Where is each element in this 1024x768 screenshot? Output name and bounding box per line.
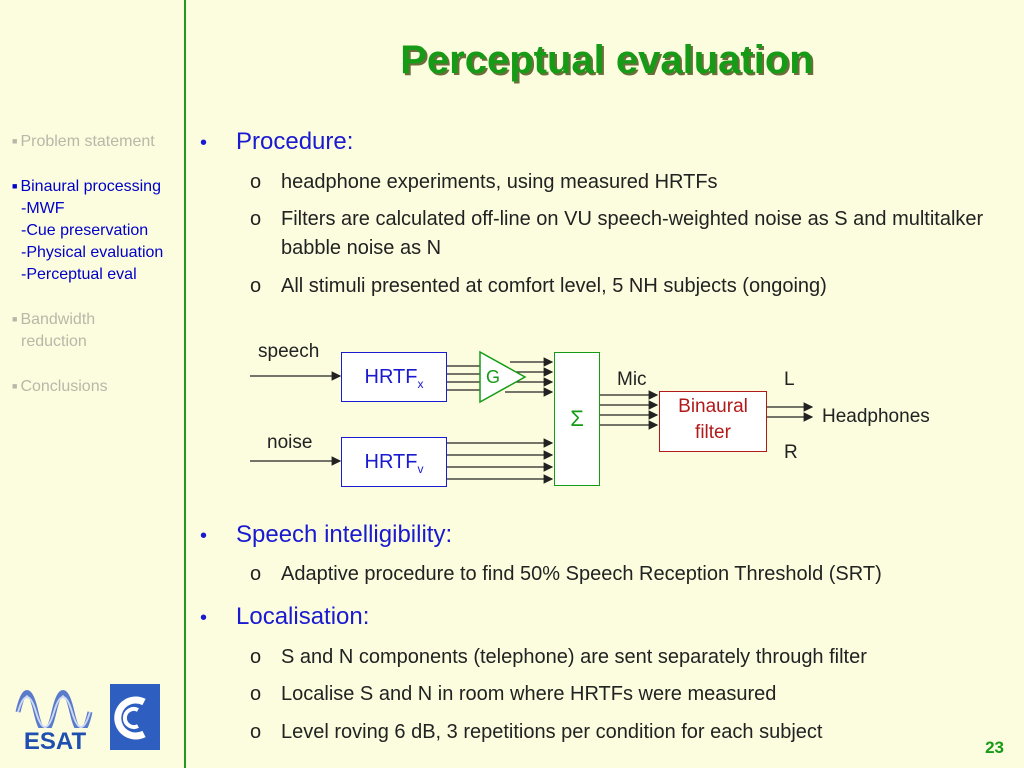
university-logo-icon bbox=[110, 684, 160, 750]
sidebar-subitem[interactable]: -Cue preservation bbox=[21, 222, 149, 239]
hrtf-x-block: $HRTF_x$ bbox=[341, 352, 447, 402]
list-item: o All stimuli presented at comfort level, 5 NH subjects (ongoing) bbox=[250, 275, 827, 297]
right-channel-label: R bbox=[784, 442, 798, 463]
bullet-icon: • bbox=[200, 607, 208, 629]
sidebar-subitem[interactable]: -Perceptual eval bbox=[21, 266, 137, 283]
left-channel-label: L bbox=[784, 369, 795, 390]
bullet-icon: • bbox=[200, 132, 208, 154]
intelligibility-heading: • Speech intelligibility: bbox=[200, 521, 453, 548]
list-item: o Localise S and N in room where HRTFs were measured bbox=[250, 683, 777, 705]
summation-block: Σ bbox=[554, 352, 600, 486]
localisation-heading: • Localisation: bbox=[200, 603, 370, 630]
logos bbox=[14, 682, 164, 754]
speech-label: speech bbox=[258, 341, 320, 362]
sidebar-item-bandwidth[interactable]: ■ Bandwidth reduction bbox=[12, 311, 96, 350]
gain-label: G bbox=[486, 367, 501, 387]
noise-label: noise bbox=[267, 432, 313, 453]
sidebar-subitem[interactable]: -MWF bbox=[21, 200, 65, 217]
square-bullet-icon: ■ bbox=[12, 314, 18, 324]
svg-text:ESAT: ESAT bbox=[23, 728, 87, 754]
procedure-heading: • Procedure: bbox=[200, 128, 354, 155]
headphones-label: Headphones bbox=[822, 406, 930, 427]
list-item: o S and N components (telephone) are sent separately through filter bbox=[250, 646, 867, 668]
list-item: o headphone experiments, using measured HRTFs bbox=[250, 171, 718, 193]
hrtf-v-block: $HRTF_v$ bbox=[341, 437, 447, 487]
mic-label: Mic bbox=[617, 369, 647, 390]
list-item: o Filters are calculated off-line on VU speech-weighted noise as S and multitalker babble noise as N bbox=[250, 208, 984, 259]
sidebar-item-binaural[interactable]: ■ Binaural processing -MWF -Cue preservation -Physical evaluation -Perceptual eval bbox=[12, 175, 163, 286]
page-title: Perceptual evaluation bbox=[400, 38, 814, 82]
esat-logo bbox=[16, 693, 94, 755]
list-item: o Level roving 6 dB, 3 repetitions per condition for each subject bbox=[250, 721, 823, 743]
bullet-icon: • bbox=[200, 525, 208, 547]
square-bullet-icon: ■ bbox=[12, 381, 18, 391]
square-bullet-icon: ■ bbox=[12, 136, 18, 146]
list-item: o Adaptive procedure to find 50% Speech Reception Threshold (SRT) bbox=[250, 563, 882, 585]
sidebar-item-conclusions[interactable]: ■ Conclusions bbox=[12, 378, 108, 395]
binaural-filter-block: Binaural filter bbox=[659, 391, 767, 452]
page-number: 23 bbox=[985, 738, 1004, 757]
sidebar-item-problem[interactable]: ■ Problem statement bbox=[12, 133, 155, 150]
sidebar-subitem[interactable]: -Physical evaluation bbox=[21, 244, 164, 261]
square-bullet-icon: ■ bbox=[12, 181, 18, 191]
